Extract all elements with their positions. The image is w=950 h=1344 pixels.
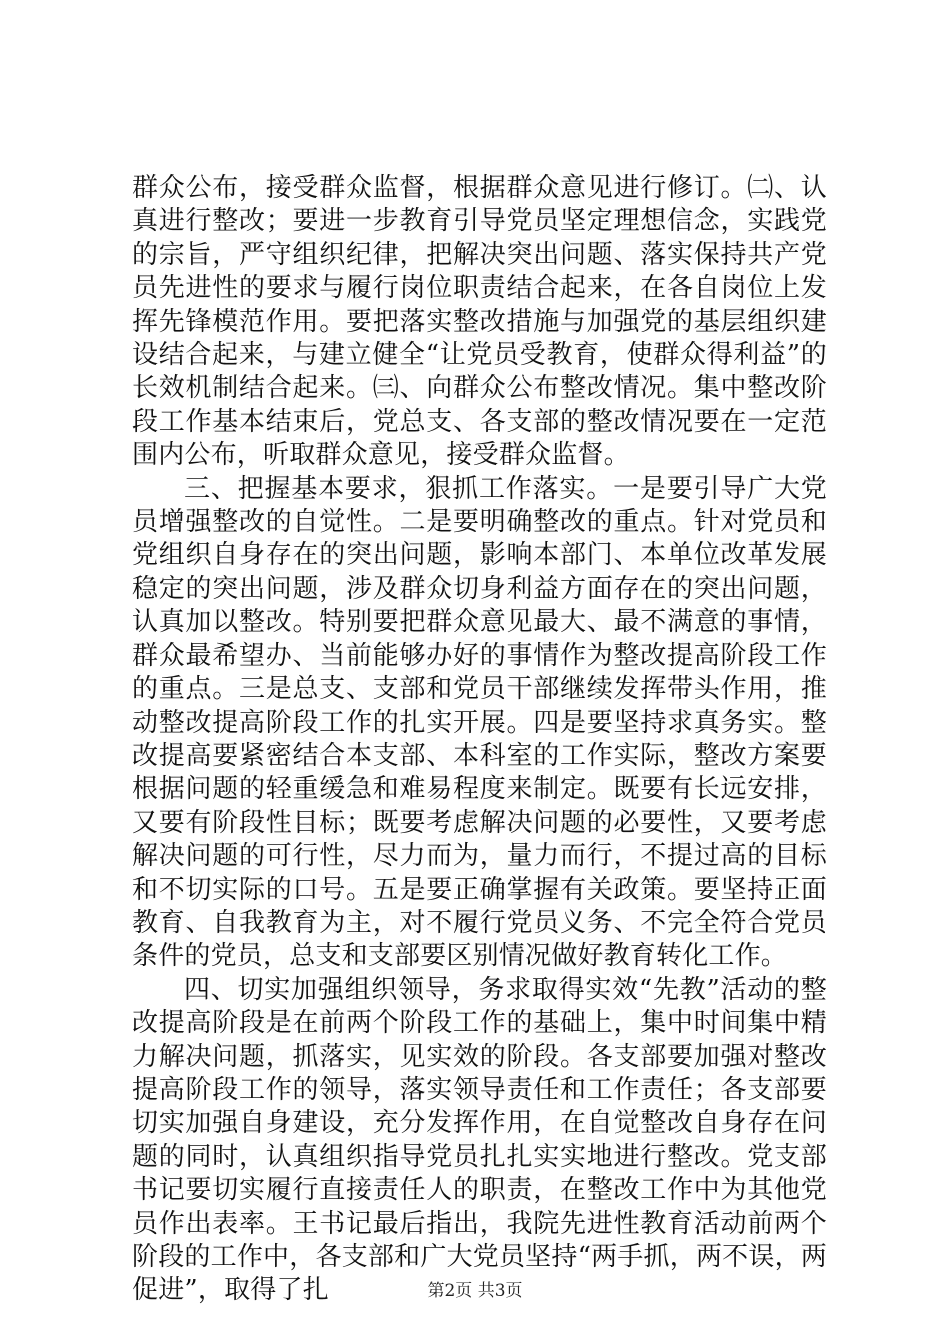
page-number-footer: 第2页 共3页 [427, 1281, 523, 1301]
paragraph-continuation: 群众公布，接受群众监督，根据群众意见进行修订。㈡、认真进行整改；要进一步教育引导党员坚定理想信念，实践党的宗旨，严守组织纪律，把解决突出问题、落实保持共产党员先进性的要求与履行岗位职责结合起来，在各自岗位上发挥先锋模范作用。要把落实整改措施与加强党的基层组织建设结合起来，与建立健全“让党员受教育，使群众得利益”的长效机制结合起来。㈢、向群众公布整改情况。集中整改阶段工作基本结束后，党总支、各支部的整改情况要在一定范围内公布，听取群众意见，接受群众监督。 [132, 173, 827, 471]
document-body [132, 172, 827, 1308]
paragraph-section-four: 四、切实加强组织领导，务求取得实效“先教”活动的整改提高阶段是在前两个阶段工作的基础上，集中时间集中精力解决问题，抓落实，见实效的阶段。各支部要加强对整改提高阶段工作的领导，落实领导责任和工作责任；各支部要切实加强自身建设，充分发挥作用，在自觉整改自身存在问题的同时，认真组织指导党员扎扎实实地进行整改。党支部书记要切实履行直接责任人的职责，在整改工作中为其他党员作出表率。王书记最后指出，我院先进性教育活动前两个阶段的工作中，各支部和广大党员坚持“两手抓，两不误，两促进”，取得了扎 [132, 974, 827, 1306]
paragraph-section-three: 三、把握基本要求，狠抓工作落实。一是要引导广大党员增强整改的自觉性。二是要明确整改的重点。针对党员和党组织自身存在的突出问题，影响本部门、本单位改革发展稳定的突出问题，涉及群众切身利益方面存在的突出问题，认真加以整改。特别要把群众意见最大、最不满意的事情，群众最希望办、当前能够办好的事情作为整改提高阶段工作的重点。三是总支、支部和党员干部继续发挥带头作用，推动整改提高阶段工作的扎实开展。四是要坚持求真务实。整改提高要紧密结合本支部、本科室的工作实际，整改方案要根据问题的轻重缓急和难易程度来制定。既要有长远安排，又要有阶段性目标；既要考虑解决问题的必要性，又要考虑解决问题的可行性，尽力而为，量力而行，不提过高的目标和不切实际的口号。五是要正确掌握有关政策。要坚持正面教育、自我教育为主，对不履行党员义务、不完全符合党员条件的党员，总支和支部要区别情况做好教育转化工作。 [132, 473, 827, 972]
